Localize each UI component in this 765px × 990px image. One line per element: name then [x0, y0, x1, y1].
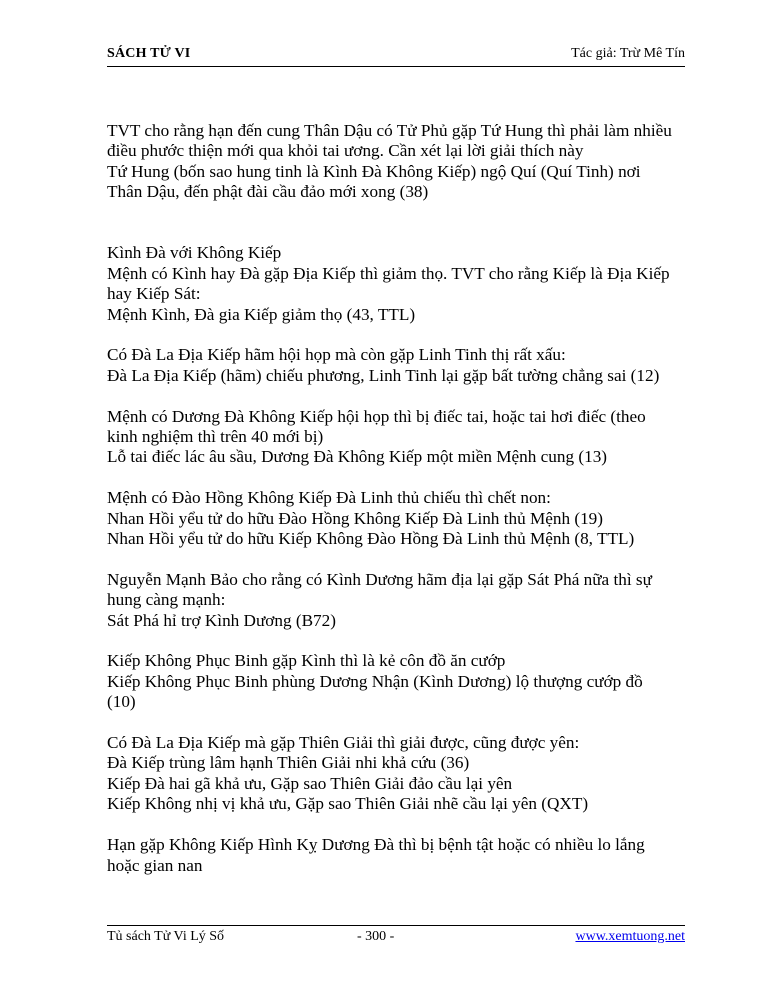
- text-line: hoặc gian nan: [107, 855, 203, 875]
- text-line: Mệnh có Đào Hồng Không Kiếp Đà Linh thủ chiếu thì chết non:: [107, 488, 551, 508]
- text-line: Mệnh Kình, Đà gia Kiếp giảm thọ (43, TTL): [107, 304, 416, 324]
- text-line: Đà La Địa Kiếp (hãm) chiếu phương, Linh Tinh lại gặp bất tường chẳng sai (12): [107, 365, 660, 385]
- text-line: Nguyễn Mạnh Bảo cho rằng có Kình Dương hãm địa lại gặp Sát Phá nữa thì sự: [107, 569, 652, 589]
- paragraph: [107, 407, 697, 468]
- paragraph: [107, 651, 697, 712]
- paragraph: [107, 488, 697, 549]
- author-label: Tác giả: Trừ Mê Tín: [571, 46, 685, 61]
- text-line: TVT cho rằng hạn đến cung Thân Dậu có Tử Phủ gặp Tứ Hung thì phải làm nhiều: [107, 121, 672, 140]
- text-line: Lỗ tai điếc lác âu sầu, Dương Đà Không Kiếp một miền Mệnh cung (13): [107, 447, 608, 467]
- text-line: điều phước thiện mới qua khỏi tai ương. Cần xét lại lời giải thích này: [107, 141, 584, 161]
- text-line: (10): [107, 692, 136, 712]
- text-line: Đà Kiếp trùng lâm hạnh Thiên Giải nhi khả cứu (36): [107, 753, 470, 773]
- paragraph: [107, 121, 697, 203]
- paragraph: [107, 835, 697, 876]
- website-link[interactable]: www.xemtuong.net: [575, 929, 685, 944]
- text-line: Mệnh có Dương Đà Không Kiếp hội họp thì bị điếc tai, hoặc tai hơi điếc (theo: [107, 406, 646, 426]
- paragraph: [107, 570, 697, 631]
- book-title: SÁCH TỬ VI: [107, 46, 191, 61]
- text-line: Sát Phá hỉ trợ Kình Dương (B72): [107, 610, 336, 630]
- text-line: Có Đà La Địa Kiếp mà gặp Thiên Giải thì giải được, cũng được yên:: [107, 733, 580, 753]
- section-heading: Kình Đà với Không Kiếp: [107, 243, 282, 263]
- paragraph: [107, 345, 697, 386]
- text-line: kinh nghiệm thì trên 40 mới bị): [107, 427, 324, 447]
- text-line: Thân Dậu, đến phật đài cầu đảo mới xong (38): [107, 182, 429, 202]
- text-line: hung càng mạnh:: [107, 590, 226, 610]
- paragraph: [107, 243, 697, 325]
- page-header: [107, 46, 685, 67]
- text-line: Hạn gặp Không Kiếp Hình Kỵ Dương Đà thì bị bệnh tật hoặc có nhiều lo lắng: [107, 835, 645, 855]
- text-line: Kiếp Không Phục Binh phùng Dương Nhận (Kình Dương) lộ thượng cướp đồ: [107, 671, 643, 691]
- text-line: Nhan Hồi yểu tử do hữu Kiếp Không Đào Hồng Đà Linh thủ Mệnh (8, TTL): [107, 529, 635, 549]
- paragraph: [107, 733, 697, 815]
- text-line: Tứ Hung (bốn sao hung tinh là Kình Đà Không Kiếp) ngộ Quí (Quí Tinh) nơi: [107, 161, 641, 181]
- text-line: Mệnh có Kình hay Đà gặp Địa Kiếp thì giảm thọ. TVT cho rằng Kiếp là Địa Kiếp: [107, 263, 670, 283]
- text-line: Nhan Hồi yểu tử do hữu Đào Hồng Không Kiếp Đà Linh thủ Mệnh (19): [107, 508, 603, 528]
- text-line: Kiếp Không nhị vị khả ưu, Gặp sao Thiên Giải nhẽ cầu lại yên (QXT): [107, 794, 589, 814]
- text-line: hay Kiếp Sát:: [107, 284, 201, 304]
- page-footer: [107, 925, 685, 950]
- page-number: - 300 -: [357, 929, 395, 944]
- text-line: Kiếp Không Phục Binh gặp Kình thì là kẻ côn đồ ăn cướp: [107, 651, 506, 671]
- series-title: Tủ sách Tử Vi Lý Số: [107, 929, 225, 944]
- page-body: [107, 121, 697, 876]
- text-line: Có Đà La Địa Kiếp hãm hội họp mà còn gặp Linh Tinh thị rất xấu:: [107, 345, 566, 365]
- text-line: Kiếp Đà hai gã khả ưu, Gặp sao Thiên Giải đảo cầu lại yên: [107, 773, 513, 793]
